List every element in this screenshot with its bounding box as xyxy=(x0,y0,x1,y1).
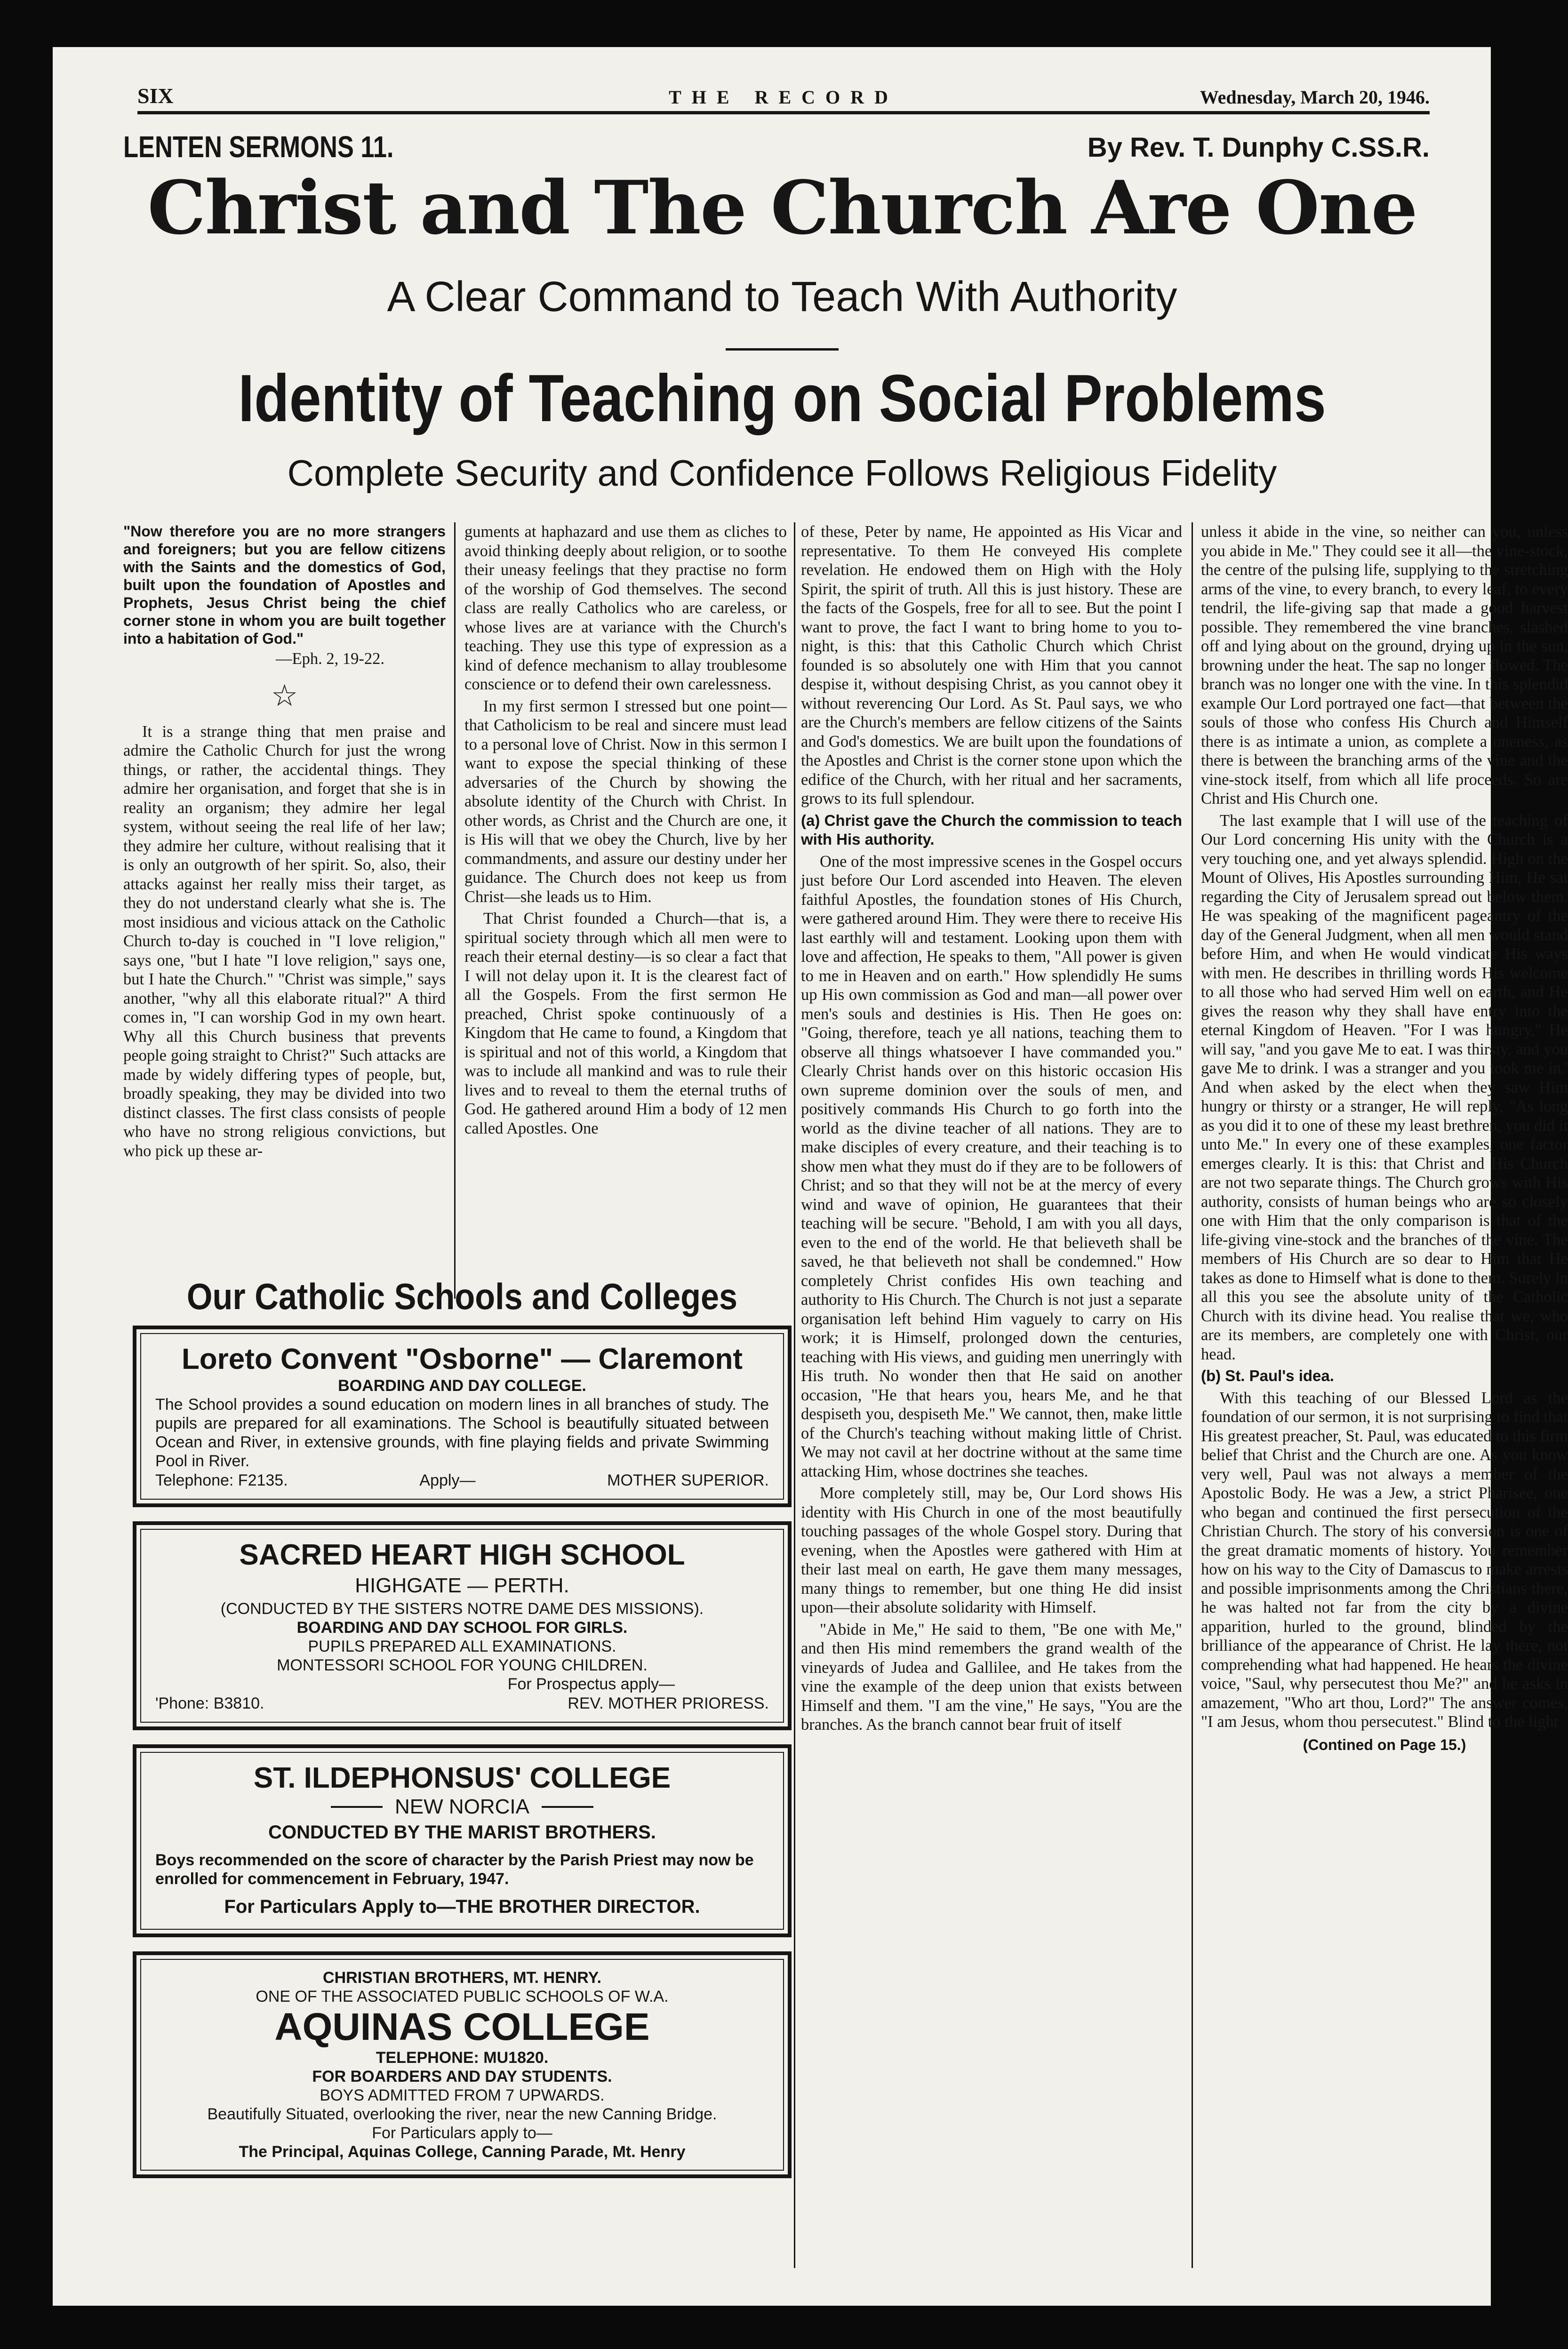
section-subhead: (a) Christ gave the Church the commission to teach with His authority. xyxy=(801,811,1182,848)
paper-name: THE RECORD xyxy=(669,87,898,108)
divider-line xyxy=(331,1806,383,1808)
page-label: SIX xyxy=(137,84,174,108)
ad-contact: The Principal, Aquinas College, Canning Parade, Mt. Henry xyxy=(239,2143,686,2161)
ad-school-name: Loreto Convent "Osborne" — Claremont xyxy=(181,1343,743,1375)
article-paragraph: More completely still, may be, Our Lord shows His identity with His Church in one of the most beautifully touching passages of the whole Gospel story. During that evening, when the Apostles were gathered with Him at their last meal on earth, He gave them many messages, many things to remember, but one thing He did insist upon—their absolute solidarity with Himself. xyxy=(801,1484,1182,1616)
ad-contact-row xyxy=(155,1470,769,1490)
ad-montessori: MONTESSORI SCHOOL FOR YOUNG CHILDREN. xyxy=(277,1656,648,1674)
ad-location: HIGHGATE — PERTH. xyxy=(355,1574,569,1597)
ad-prospectus: For Prospectus apply— xyxy=(507,1675,675,1693)
issue-date: Wednesday, March 20, 1946. xyxy=(1200,87,1430,108)
ad-admitted: BOYS ADMITTED FROM 7 UPWARDS. xyxy=(320,2086,605,2104)
article-paragraph: With this teaching of our Blessed Lord as the foundation of our sermon, it is not surprising to find that His greatest preacher, St. Paul, was educated to this firm belief that Christ and the Church are one. As you know very well, Paul was not always a member of the Apostolic Body. He was a Jew, a strict Pharisee, one who began and continued the first persecution of the Christian Church. The story of his conversion is one of the great dramatic moments of history. You remember how on his way to the City of Damascus to make arrests and possible imprisonments among the Christians there, he was halted not far from the city by a divine apparition, hurled to the ground, blinded by the brilliance of the appearance of Christ. He lay there, not comprehending what had happened. He hears the divine voice, "Saul, why persecutest thou Me?" and he asks in amazement, "Who art thou, Lord?" The answer comes, "I am Jesus, whom thou persecutest." Blind to the light xyxy=(1201,1389,1568,1731)
ad-school-name: SACRED HEART HIGH SCHOOL xyxy=(239,1539,685,1571)
article-paragraph: It is a strange thing that men praise and admire the Catholic Church for just the wrong things, or rather, the accidental things. They admire her organisation, and forget that she is in reality an organism; they admire her legal system, without seeing the real life of her law; they admire her culture, without realising that it is only an outgrowth of her spirit. So, also, their attacks against her really miss their target, as they do not understand clearly what she is. The most insidious and vicious attack on the Catholic Church to-day is couched in "I love religion," says one, "but I hate "I love religion," says one, but I hate the Church." "Christ was simple," says another, "why all this elaborate ritual?" A third comes in, "I can worship God in my own heart. Why all this Church business that prevents people going straight to Christ?" Such attacks are made by widely differing types of people, but, broadly speaking, they may be divided into two distinct classes. The first class consists of people who have no strong religious convictions, but who pick up these ar- xyxy=(123,722,446,1160)
headline-divider xyxy=(726,348,839,351)
epigraph-reference: —Eph. 2, 19-22. xyxy=(276,650,384,668)
ad-loreto-convent xyxy=(133,1326,792,1507)
ad-contact-row xyxy=(155,1694,769,1713)
article-paragraph: The last example that I will use of the teaching of Our Lord concerning His unity with the Church is a very touching one, and yet always splendid. High on the Mount of Olives, His Apostles surrounding Him, He sat regarding the City of Jerusalem spread out below them. He was speaking of the magnificent pageantry of the day of the General Judgment, when all men would stand before Him, and when He would vindicate His ways with men. He describes in thrilling words His welcome to all those who had served Him well on earth, and He gives the reason why they shall have entry into the eternal Kingdom of Heaven. "For I was hungry," He will say, "and you gave Me to eat. I was thirsty, and you gave Me to drink. I was a stranger and you took me in.' And when asked by the elect when they saw Him hungry or thirsty or a stranger, He will reply, "As long as you did it to one of these my least brethren, you did it unto Me." In every one of these examples, one factor emerges clearly. It is this: that Christ and His Church are not two separate things. The Church grows with His authority, consists of human beings who are so closely one with Him that the only comparison is that of the life-giving vine-stock and the branches of the vine. The members of His Church are so dear to Him that He takes as done to Himself what is done to them. Surely in all this you see the absolute unity of the Catholic Church with its divine head. You realise that we, who are its members, are completely one with Christ, our head. xyxy=(1201,811,1568,1363)
series-label: LENTEN SERMONS 11. xyxy=(123,130,394,164)
page-header xyxy=(137,78,1430,114)
star-ornament-icon: ☆ xyxy=(271,679,298,712)
column-rule xyxy=(794,522,795,2268)
ad-line: CHRISTIAN BROTHERS, MT. HENRY. xyxy=(323,1969,601,1987)
ad-telephone: 'Phone: B3810. xyxy=(155,1694,264,1712)
article-paragraph: guments at haphazard and use them as cliches to avoid thinking deeply about religion, or to soothe their uneasy feelings that they practise no form of the worship of God themselves. The second class are really Catholics who are careless, or whose lives are at variance with the Church's teaching. They use this type of expression as a kind of defence mechanism to allay troublesome conscience or to defend their own carelessness. xyxy=(464,523,787,693)
epigraph-quote: "Now therefore you are no more strangers and foreigners; but you are fellow citizens with the Saints and the domestics of God, built upon the foundation of Apostles and Prophets, Jesus Christ being the chief corner stone in whom you are built together into a habitation of God." xyxy=(123,523,446,647)
article-column-2 xyxy=(464,522,787,1141)
main-headline: Christ and The Church Are One xyxy=(147,165,1417,251)
ad-st-ildephonsus xyxy=(133,1744,792,1937)
ad-apply: For Particulars Apply to—THE BROTHER DIRECTOR. xyxy=(224,1896,700,1917)
ad-school-name: ST. ILDEPHONSUS' COLLEGE xyxy=(253,1762,671,1794)
ad-line: ONE OF THE ASSOCIATED PUBLIC SCHOOLS OF W.A. xyxy=(256,1988,669,2005)
ad-conducted: (CONDUCTED BY THE SISTERS NOTRE DAME DES MISSIONS). xyxy=(220,1600,704,1618)
article-paragraph: of these, Peter by name, He appointed as His Vicar and representative. To them He conveyed His complete revelation. He endowed them on High with the Holy Spirit, the spirit of truth. All this is just history. These are the facts of the Gospels, free for all to see. But the point I want to prove, the fact I want to bring home to you to-night, is this: that this Catholic Church which Christ founded is so absolutely one with Him that you cannot despise it, without despising Christ, as you cannot obey it without reverencing Our Lord. As St. Paul says, we who are the Church's members are fellow citizens of the Saints and God's domestics. We are built upon the foundations of the Apostles and Christ is the corner stone upon which the edifice of the Church, with her ritual and her sacraments, grows to its full splendour. xyxy=(801,523,1182,807)
ad-situated: Beautifully Situated, overlooking the river, near the new Canning Bridge. xyxy=(207,2105,717,2123)
ad-aquinas-college xyxy=(133,1951,792,2178)
subheadline: A Clear Command to Teach With Authority xyxy=(387,273,1177,320)
section-subhead: (b) St. Paul's idea. xyxy=(1201,1367,1334,1384)
schools-advertisements xyxy=(133,1275,792,2192)
ad-exams: PUPILS PREPARED ALL EXAMINATIONS. xyxy=(308,1638,616,1655)
byline: By Rev. T. Dunphy C.SS.R. xyxy=(1087,132,1430,163)
ad-location: NEW NORCIA xyxy=(395,1795,529,1818)
article-column-3 xyxy=(801,522,1182,1737)
second-headline: Identity of Teaching on Social Problems xyxy=(238,361,1326,436)
ad-telephone: TELEPHONE: MU1820. xyxy=(376,2049,549,2067)
newspaper-page xyxy=(53,47,1568,2306)
ad-apply: Apply— xyxy=(419,1471,476,1489)
divider-line xyxy=(542,1806,593,1808)
article-paragraph: unless it abide in the vine, so neither can you, unless you abide in Me." They could see it all—the vine-stock, the centre of the pulsing life, supplying to the stretching arms of the vine, to every branch, to every leaf, to every tendril, the life-giving sap that made a good harvest possible. They remembered the vine branches, slashed off and lying about on the ground, drying up in the sun, browning under the heat. The sap no longer flowed. The branch was no longer one with the vine. In this splendid example Our Lord portrayed one fact—that between the souls of those who confess His Church and Himself there is as intimate a union, as complete a oneness, as there is between the branching arms of the vine and the vine-stock itself, from which all life proceeds. So are Christ and His Church one. xyxy=(1201,523,1568,807)
ad-school-type: BOARDING AND DAY COLLEGE. xyxy=(338,1377,586,1395)
ad-boarding: BOARDING AND DAY SCHOOL FOR GIRLS. xyxy=(296,1619,628,1637)
ad-contact: MOTHER SUPERIOR. xyxy=(607,1471,769,1489)
article-paragraph: One of the most impressive scenes in the Gospel occurs just before Our Lord ascended into Heaven. The eleven faithful Apostles, the foundation stones of His Church, were gathered around Him. They were there to receive His last earthly will and testament. Looking upon them with love and affection, He speaks to them, "All power is given to me in Heaven and on earth." How splendidly He sums up His own commission as God and man—all power over men's souls and destinies is His. Then He goes on: "Going, therefore, teach ye all nations, teaching them to observe all things whatsoever I have commanded you." Clearly Christ hands over on this historic occasion His own supreme dominion over the souls of men, and positively commands His Church to go forth into the world as the divine teacher of all nations. They are to make disciples of every creature, and their teaching is to show men what they must do if they are to be followers of Christ; and so that they will not be at the mercy of every wind and wave of opinion, He guarantees that their teaching will be secure. "Behold, I am with you all days, even to the end of the world. He that believeth shall be saved, he that believeth not shall be condemned." How completely Christ confides His own teaching and authority to His Church. The Church is not just a separate organisation left behind Him vaguely to carry on His work; it is Himself, prolonged down the centuries, teaching with His views, and guiding men unerringly with His truth. No wonder then that He said on another occasion, "He that hears you, hears Me, and he that despiseth you, despiseth Me." We cannot, then, make little of the Church's teaching without making little of Christ. We may not cavil at her doctrine without at the same time attacking Him, whose doctrines she teaches. xyxy=(801,852,1182,1480)
article-paragraph: "Abide in Me," He said to them, "Be one with Me," and then His mind remembers the grand wealth of the vineyards of Judea and Gallilee, and He takes from the vine the example of the deep union that exists between Himself and them. "I am the vine," He says, "You are the branches. As the branch cannot bear fruit of itself xyxy=(801,1620,1182,1734)
ad-boarders: FOR BOARDERS AND DAY STUDENTS. xyxy=(312,2068,612,2085)
article-paragraph: That Christ founded a Church—that is, a spiritual society through which all men were to reach their eternal destiny—is so clear a fact that I will not delay upon it. It is the clearest fact of all the Gospels. From the first sermon He preached, Christ spoke continuously of a Kingdom that He came to found, a Kingdom that is spiritual and not of this world, a Kingdom that was to include all mankind and was to rule their lives and to reveal to them the eternal truths of God. He gathered around Him a body of 12 men called Apostles. One xyxy=(464,910,787,1137)
article-paragraph: In my first sermon I stressed but one point—that Catholicism to be real and sincere must lead to a personal love of Christ. Now in this sermon I want to expose the special thinking of these adversaries of the Church by showing the absolute identity of the Church with Christ. In other words, as Christ and the Church are one, it is His will that we obey the Church, live by her commandments, and assure our destiny under her guidance. The Church does not keep us from Christ—she leads us to Him. xyxy=(464,697,787,906)
ad-particulars: For Particulars apply to— xyxy=(372,2124,552,2142)
article-column-4 xyxy=(1201,522,1568,1754)
ad-sacred-heart xyxy=(133,1521,792,1730)
continued-note: (Contined on Page 15.) xyxy=(1303,1736,1466,1753)
ads-section-title: Our Catholic Schools and Colleges xyxy=(186,1276,738,1317)
ad-description: Boys recommended on the score of character by the Parish Priest may now be enrolled for commencement in February, 1947. xyxy=(155,1851,754,1888)
ad-description: The School provides a sound education on modern lines in all branches of study. The pupils are prepared for all examinations. The School is beautifully situated between Ocean and River, in extensive grounds, with fine playing fields and private Swimming Pool in River. xyxy=(155,1396,769,1470)
ad-telephone: Telephone: F2135. xyxy=(155,1471,288,1489)
second-subheadline: Complete Security and Confidence Follows Religious Fidelity xyxy=(287,452,1277,494)
ad-contact: REV. MOTHER PRIORESS. xyxy=(568,1694,769,1712)
article-column-1 xyxy=(123,522,446,1163)
column-rule xyxy=(1192,522,1193,2268)
ad-location-row xyxy=(155,1795,769,1819)
column-rule xyxy=(454,522,456,1299)
ad-conducted: CONDUCTED BY THE MARIST BROTHERS. xyxy=(268,1822,656,1843)
ad-school-name: AQUINAS COLLEGE xyxy=(274,2005,650,2048)
